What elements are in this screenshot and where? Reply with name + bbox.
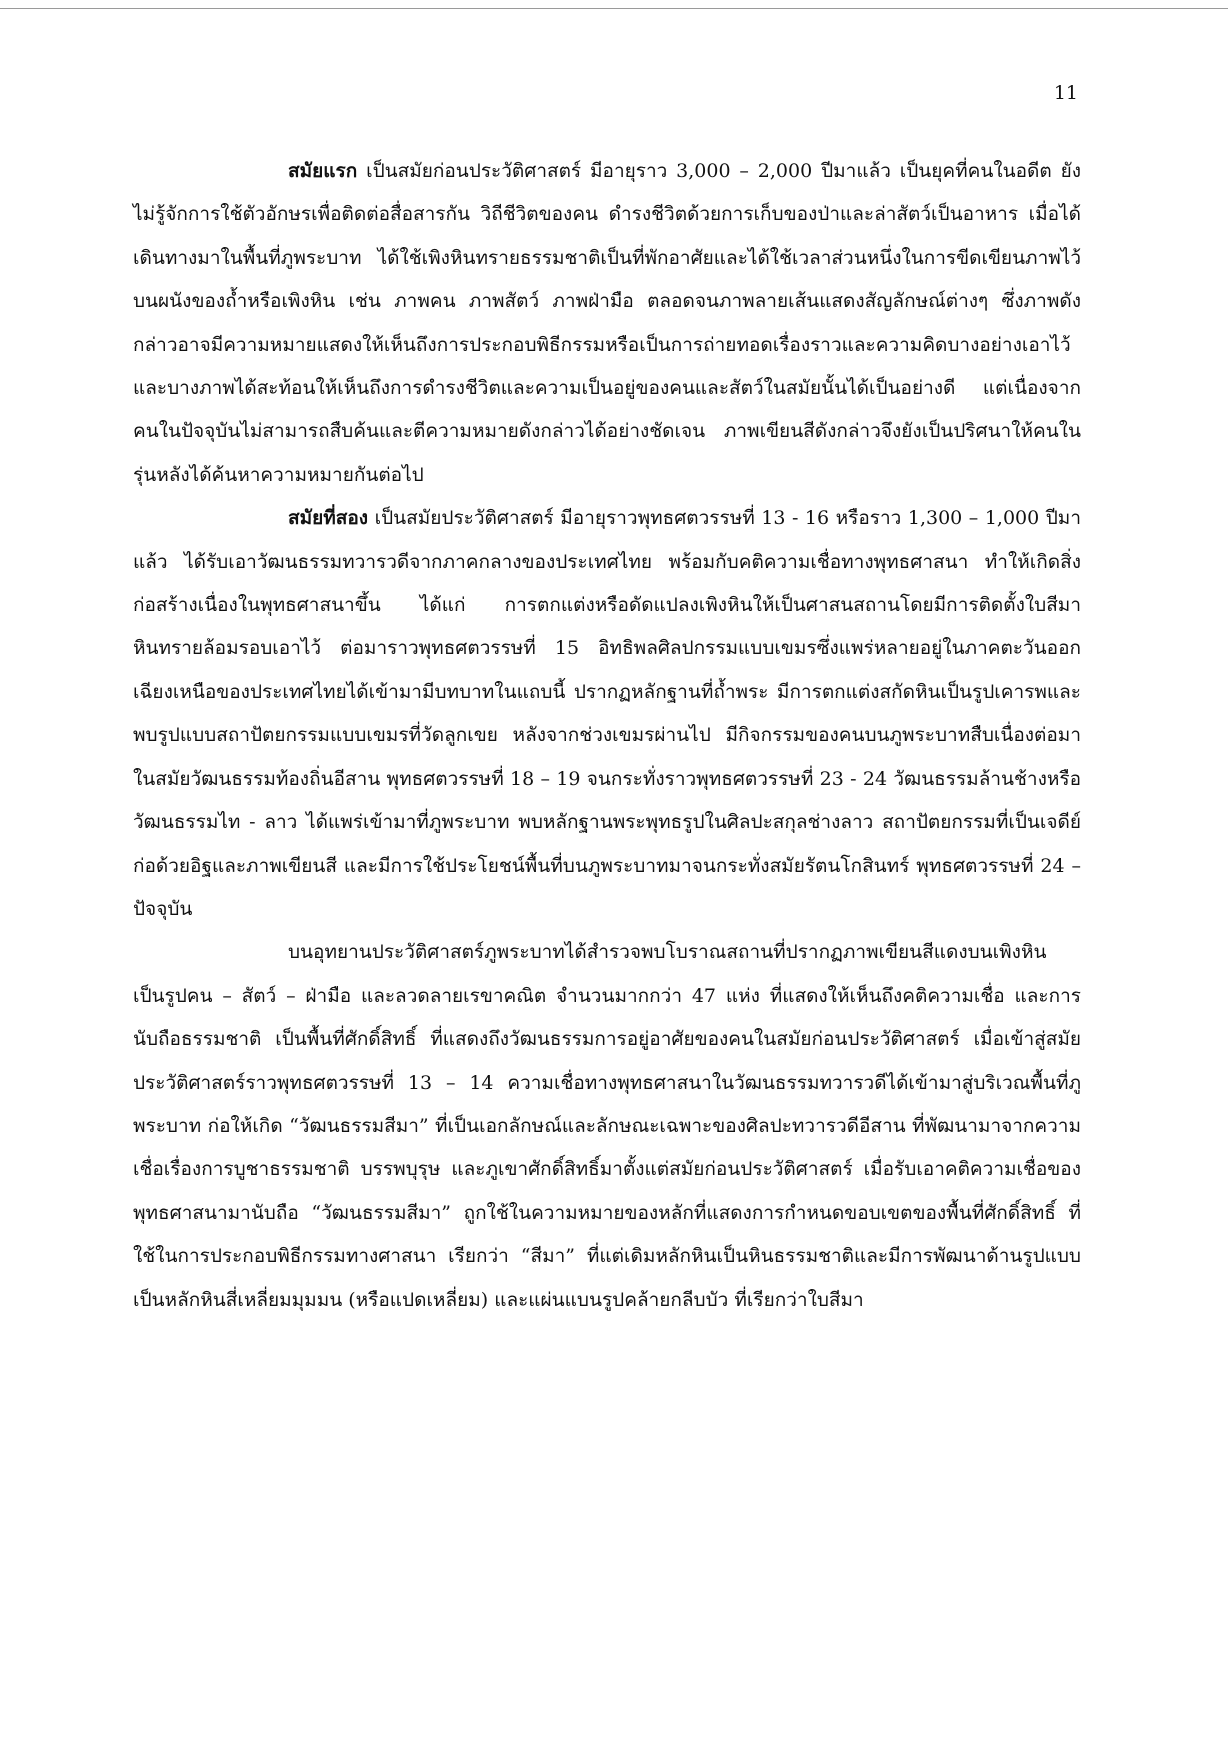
- page-number: 11: [1053, 82, 1078, 104]
- paragraph-lead-first-period: สมัยแรก: [288, 160, 358, 182]
- paragraph-text-first-period: เป็นสมัยก่อนประวัติศาสตร์ มีอายุราว 3,000 – 2,000 ปีมาแล้ว เป็นยุคที่คนในอดีต ยังไม่รู้จักการใช้ตัวอักษรเพื่อติดต่อสื่อสารกัน วิถีชีวิตของคน ดำรงชีวิตด้วยการเก็บของป่าและล่าสัตว์เป็นอาหาร เมื่อได้เดินทางมาในพื้นที่ภูพระบาท ได้ใช้เพิงหินทรายธรรมชาติเป็นที่พักอาศัยและได้ใช้เวลาส่วนหนึ่งในการขีดเขียนภาพไว้บนผนังของถ้ำหรือเพิงหิน เช่น ภาพคน ภาพสัตว์ ภาพฝ่ามือ ตลอดจนภาพลายเส้นแสดงสัญลักษณ์ต่างๆ ซึ่งภาพดังกล่าวอาจมีความหมายแสดงให้เห็นถึงการประกอบพิธีกรรมหรือเป็นการถ่ายทอดเรื่องราวและความคิดบางอย่างเอาไว้ และบางภาพได้สะท้อนให้เห็นถึงการดำรงชีวิตและความเป็นอยู่ของคนและสัตว์ในสมัยนั้นได้เป็นอย่างดี แต่เนื่องจากคนในปัจจุบันไม่สามารถสืบค้นและตีความหมายดังกล่าวได้อย่างชัดเจน ภาพเขียนสีดังกล่าวจึงยังเป็นปริศนาให้คนในรุ่นหลังได้ค้นหาความหมายกันต่อไป: [133, 160, 1081, 486]
- paragraph-second-period: [133, 497, 1081, 931]
- paragraph-historical-park: [133, 931, 1081, 1322]
- top-border-line: [0, 8, 1228, 9]
- paragraph-text-historical-park: บนอุทยานประวัติศาสตร์ภูพระบาทได้สำรวจพบโบราณสถานที่ปรากฏภาพเขียนสีแดงบนเพิงหิน เป็นรูปคน – สัตว์ – ฝ่ามือ และลวดลายเรขาคณิต จำนวนมากกว่า 47 แห่ง ที่แสดงให้เห็นถึงคติความเชื่อ และการนับถือธรรมชาติ เป็นพื้นที่ศักดิ์สิทธิ์ ที่แสดงถึงวัฒนธรรมการอยู่อาศัยของคนในสมัยก่อนประวัติศาสตร์ เมื่อเข้าสู่สมัยประวัติศาสตร์ราวพุทธศตวรรษที่ 13 – 14 ความเชื่อทางพุทธศาสนาในวัฒนธรรมทวารวดีได้เข้ามาสู่บริเวณพื้นที่ภูพระบาท ก่อให้เกิด “วัฒนธรรมสีมา” ที่เป็นเอกลักษณ์และลักษณะเฉพาะของศิลปะทวารวดีอีสาน ที่พัฒนามาจากความเชื่อเรื่องการบูชาธรรมชาติ บรรพบุรุษ และภูเขาศักดิ์สิทธิ์มาตั้งแต่สมัยก่อนประวัติศาสตร์ เมื่อรับเอาคติความเชื่อของพุทธศาสนามานับถือ “วัฒนธรรมสีมา” ถูกใช้ในความหมายของหลักที่แสดงการกำหนดขอบเขตของพื้นที่ศักดิ์สิทธิ์ ที่ใช้ในการประกอบพิธีกรรมทางศาสนา เรียกว่า “สีมา” ที่แต่เดิมหลักหินเป็นหินธรรมชาติและมีการพัฒนาด้านรูปแบบ เป็นหลักหินสี่เหลี่ยมมุมมน (หรือแปดเหลี่ยม) และแผ่นแบนรูปคล้ายกลีบบัว ที่เรียกว่าใบสีมา: [133, 941, 1081, 1311]
- paragraph-lead-second-period: สมัยที่สอง: [288, 507, 369, 530]
- paragraph-first-period: [133, 150, 1081, 497]
- document-body: [133, 150, 1081, 1322]
- paragraph-text-second-period: เป็นสมัยประวัติศาสตร์ มีอายุราวพุทธศตวรรษที่ 13 - 16 หรือราว 1,300 – 1,000 ปีมาแล้ว ได้รับเอาวัฒนธรรมทวารวดีจากภาคกลางของประเทศไทย พร้อมกับคติความเชื่อทางพุทธศาสนา ทำให้เกิดสิ่งก่อสร้างเนื่องในพุทธศาสนาขึ้น ได้แก่ การตกแต่งหรือดัดแปลงเพิงหินให้เป็นศาสนสถานโดยมีการติดตั้งใบสีมาหินทรายล้อมรอบเอาไว้ ต่อมาราวพุทธศตวรรษที่ 15 อิทธิพลศิลปกรรมแบบเขมรซึ่งแพร่หลายอยู่ในภาคตะวันออกเฉียงเหนือของประเทศไทยได้เข้ามามีบทบาทในแถบนี้ ปรากฏหลักฐานที่ถ้ำพระ มีการตกแต่งสกัดหินเป็นรูปเคารพและพบรูปแบบสถาปัตยกรรมแบบเขมรที่วัดลูกเขย หลังจากช่วงเขมรผ่านไป มีกิจกรรมของคนบนภูพระบาทสืบเนื่องต่อมาในสมัยวัฒนธรรมท้องถิ่นอีสาน พุทธศตวรรษที่ 18 – 19 จนกระทั่งราวพุทธศตวรรษที่ 23 - 24 วัฒนธรรมล้านช้างหรือวัฒนธรรมไท - ลาว ได้แพร่เข้ามาที่ภูพระบาท พบหลักฐานพระพุทธรูปในศิลปะสกุลช่างลาว สถาปัตยกรรมที่เป็นเจดีย์ก่อด้วยอิฐและภาพเขียนสี และมีการใช้ประโยชน์พื้นที่บนภูพระบาทมาจนกระทั่งสมัยรัตนโกสินทร์ พุทธศตวรรษที่ 24 – ปัจจุบัน: [133, 507, 1081, 920]
